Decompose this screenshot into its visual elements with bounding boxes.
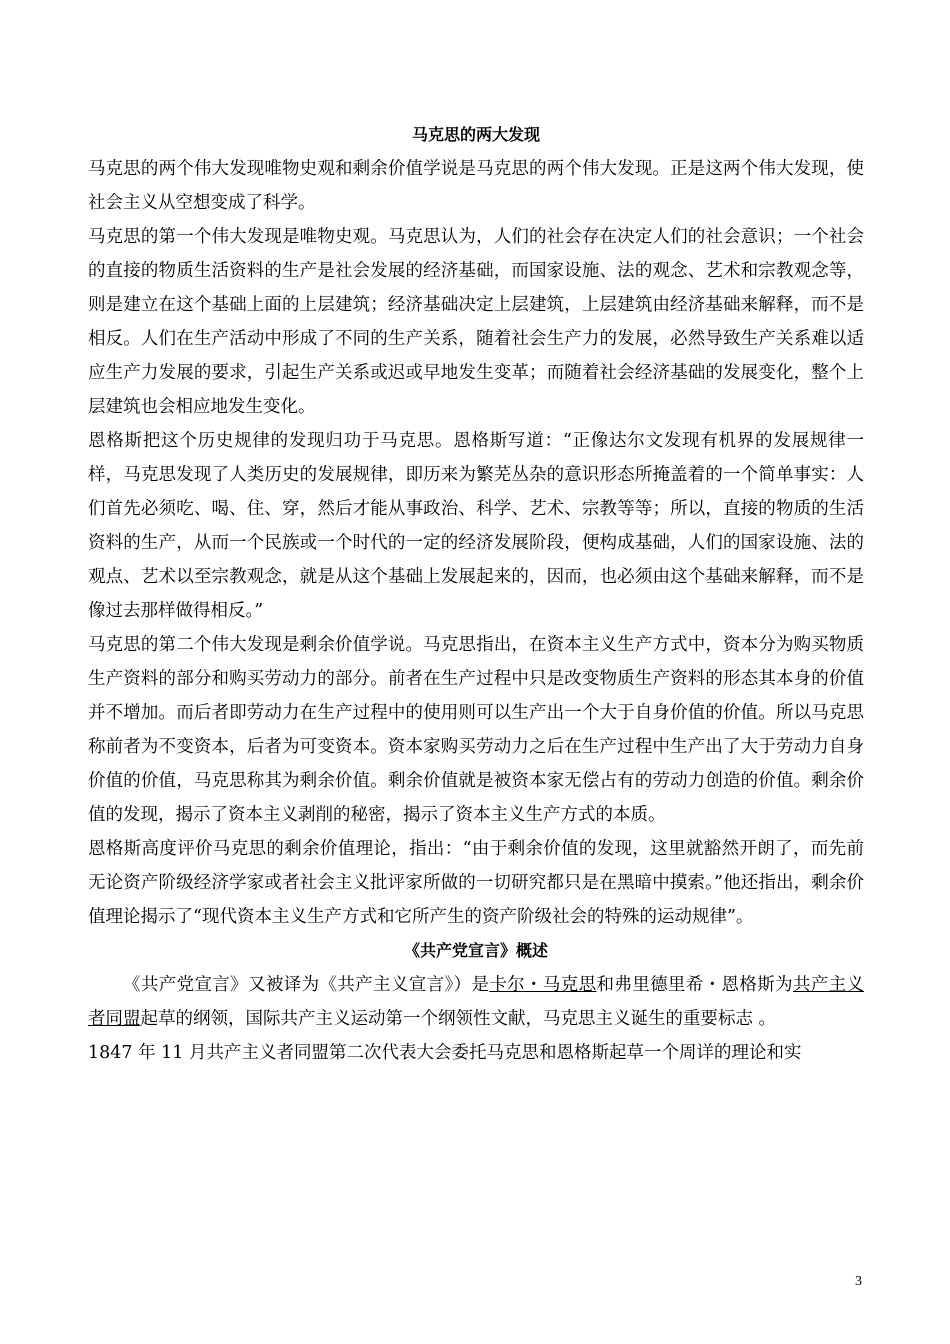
link-communist-league[interactable]: 共产主义者同盟 — [88, 975, 865, 1029]
paragraph: 恩格斯把这个历史规律的发现归功于马克思。恩格斯写道：“正像达尔文发现有机界的发展规律一样，马克思发现了人类历史的发展规律，即历来为繁芜丛杂的意识形态所掩盖着的一个简单事实：人们首先必须吃、喝、住、穿，然后才能从事政治、科学、艺术、宗教等等；所以，直接的物质的生活资料的生产，从而一个民族或一个时代的一定的经济发展阶段，便构成基础，人们的国家设施、法的观点、艺术以至宗教观念，就是从这个基础上发展起来的，因而，也必须由这个基础来解释，而不是像过去那样做得相反。” — [88, 431, 864, 621]
paragraph: 马克思的第二个伟大发现是剩余价值学说。马克思指出，在资本主义生产方式中，资本分为购买物质生产资料的部分和购买劳动力的部分。前者在生产过程中只是改变物质生产资料的形态其本身的价值并不增加。而后者即劳动力在生产过程中的使用则可以生产出一个大于自身价值的价值。所以马克思称前者为不变资本，后者为可变资本。资本家购买劳动力之后在生产过程中生产出了大于劳动力自身价值的价值，马克思称其为剩余价值。剩余价值就是被资本家无偿占有的劳动力创造的价值。剩余价值的发现，揭示了资本主义剥削的秘密，揭示了资本主义生产方式的本质。 — [88, 635, 864, 825]
section-title-manifesto: 《共产党宣言》概述 — [403, 941, 548, 960]
text-span: 起草的纲领，国际共产主义运动第一个纲领性文献，马克思主义诞生的重要标志 。 — [140, 1009, 777, 1029]
document-body — [88, 118, 864, 1070]
paragraph: 马克思的两个伟大发现唯物史观和剩余价值学说是马克思的两个伟大发现。正是这两个伟大发现，使社会主义从空想变成了科学。 — [88, 159, 864, 213]
link-karl-marx[interactable]: 卡尔・马克思 — [489, 975, 597, 995]
paragraph-manifesto-intro — [88, 968, 864, 1036]
page-number: 3 — [855, 1274, 862, 1289]
paragraph-manifesto-history: 1847 年 11 月共产主义者同盟第二次代表大会委托马克思和恩格斯起草一个周详的理论和实 — [88, 1043, 802, 1063]
text-span: 《共产党宣言》又被译为《共产主义宣言》）是 — [123, 975, 490, 995]
paragraph: 马克思的第一个伟大发现是唯物史观。马克思认为，人们的社会存在决定人们的社会意识；一个社会的直接的物质生活资料的生产是社会发展的经济基础，而国家设施、法的观念、艺术和宗教观念等，则是建立在这个基础上面的上层建筑；经济基础决定上层建筑，上层建筑由经济基础来解释，而不是相反。人们在生产活动中形成了不同的生产关系，随着社会生产力的发展，必然导致生产关系难以适应生产力发展的要求，引起生产关系或迟或早地发生变革；而随着社会经济基础的发展变化，整个上层建筑也会相应地发生变化。 — [88, 227, 864, 417]
paragraph: 恩格斯高度评价马克思的剩余价值理论，指出：“由于剩余价值的发现，这里就豁然开朗了，而先前无论资产阶级经济学家或者社会主义批评家所做的一切研究都只是在黑暗中摸索。”他还指出，剩余价值理论揭示了“现代资本主义生产方式和它所产生的资产阶级社会的特殊的运动规律”。 — [88, 839, 864, 927]
section-title-two-discoveries: 马克思的两大发现 — [411, 125, 540, 144]
text-span: 和弗里德里希・恩格斯为 — [596, 975, 793, 995]
